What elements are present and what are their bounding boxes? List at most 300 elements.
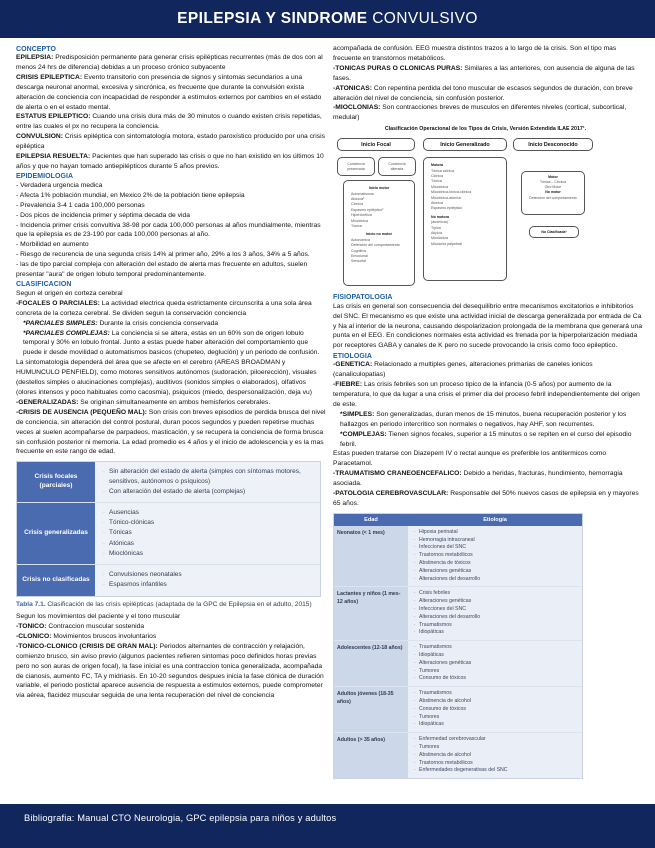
movimientos-item <box>16 622 327 632</box>
concepto-item-term: ESTATUS EPILEPTICO: <box>16 113 91 121</box>
etiologia-item-row <box>410 614 579 622</box>
bullet-icon: · <box>102 487 106 495</box>
etiologia-item-row <box>410 752 579 760</box>
bullet-icon: · <box>102 571 106 579</box>
etiologia-row-age: Adultos jóvenes (18-35 años) <box>334 687 408 732</box>
etiologia-more-list <box>333 469 644 509</box>
concepto-item-text: Predisposición permanente para generar crisis epilépticas recurrentes (más de dos con al menos 24 hrs de diferencia) debidas a un proceso crónico subyacente <box>16 54 323 71</box>
ilae-generalizado-lists <box>427 160 503 250</box>
dash-icon: - <box>413 698 416 705</box>
dash-icon: - <box>413 536 416 543</box>
ilae-focal-motor-item: Automatismos <box>351 191 374 196</box>
dash-icon: - <box>413 767 416 774</box>
etiologia-item-text: Relacionado a multiples genes, alteraciones primarias de caneles ionicos (canaliculopatias) <box>333 361 593 379</box>
clasificacion-item-text: La actividad electrica queda estrictamente circunscrita a una sola área concreta de la corteza cerebral. Se dividen segun la conservación conciencia <box>16 299 312 317</box>
etiologia-item-row <box>410 767 579 775</box>
table-row <box>334 587 582 641</box>
ilae-gen-nonmotor-items <box>431 220 499 247</box>
heading-etiologia: ETIOLOGIA <box>333 352 372 360</box>
page-title-bold: EPILEPSIA Y SINDROME <box>177 10 368 27</box>
ilae-focal-motor-item: Clónica <box>351 202 363 207</box>
epidemiologia-item: - Riesgo de recurencia de una segunda crisis 14% al primer año, 29% a los 3 años, 34% a 5 años. <box>16 251 310 259</box>
etiologia-item-term: *COMPLEJAS: <box>340 430 387 438</box>
ausencia-item <box>16 408 327 458</box>
table-cell-item <box>99 518 314 527</box>
concepto-item <box>16 73 327 113</box>
table-row-label: Crisis generalizadas <box>17 503 95 564</box>
dash-icon: - <box>413 528 416 535</box>
ilae-focal-motor-item: Mioclónica <box>351 218 368 223</box>
heading-fisiopatologia: FISIOPATOLOGIA <box>333 294 393 302</box>
etiologia-item-row <box>410 660 579 668</box>
dash-icon: - <box>413 629 416 636</box>
etiologia-item <box>333 489 644 509</box>
ausencia-item-term: -CRISIS DE AUSENCIA (PEQUEÑO MAL): <box>16 408 147 416</box>
clasificacion-item-term: *PARCIALES SIMPLES: <box>23 319 98 327</box>
table-cell-text: Convulsiones neonatales <box>109 571 182 579</box>
etiologia-col-edad: Edad <box>364 516 378 523</box>
concepto-item-text: Pacientes que han superado las crisis o que no han existido en los últimos 10 años y que no hayan tomado antiepilépticos durante 5 años previos. <box>16 153 324 170</box>
ilae-gen-motor-items <box>431 169 499 212</box>
concepto-item <box>16 152 327 172</box>
etiologia-item-term: *SIMPLES: <box>340 410 375 418</box>
table-cell-item <box>99 539 314 548</box>
dash-icon: - <box>413 644 416 651</box>
ilae-focal-motor-item: Atónica² <box>351 197 365 202</box>
etiologia-item-row <box>410 576 579 584</box>
dash-icon: - <box>413 751 416 758</box>
dash-icon: - <box>413 744 416 750</box>
epidemiologia-item: - Dos picos de incidencia primer y séptima decada de vida <box>16 211 190 219</box>
etiologia-item-row <box>410 698 579 706</box>
etiologia-item-row <box>410 606 579 614</box>
etiologia-item-text: Traumatismos <box>419 621 452 628</box>
ilae-gen-nonmotor-item: Atípica <box>431 230 442 235</box>
ilae-focal-nonmotor-item: Sensorial <box>351 259 366 264</box>
tabla-7-1 <box>16 461 321 596</box>
etiologia-item-text: Abstinencia de alcohol <box>419 751 471 758</box>
table-cell-text: Sin alteración del estado de alerta (simples con síntomas motores, sensitivos, autónomos o psíquicos) <box>109 468 301 485</box>
etiologia-row-items <box>408 641 582 686</box>
ilae-unk-motor-item: Otro Motor <box>544 185 562 190</box>
etiologia-item-term: -PATOLOGIA CEREBROVASCULAR: <box>333 490 449 498</box>
ilae-focal-lists <box>347 183 411 267</box>
epidemiologia-item: - Verdadera urgencia medica <box>16 181 103 189</box>
dash-icon: - <box>413 690 416 697</box>
etiologia-col-etiologia: Etiología <box>483 516 507 523</box>
etiologia-item-row <box>410 690 579 698</box>
etiologia-item-row <box>410 629 579 637</box>
ilae-focal-motor-item: Tónica <box>351 223 362 228</box>
tabla-7-1-caption <box>16 600 327 610</box>
etiologia-item-row <box>410 668 579 676</box>
etiologia-note: Estas pueden tratarse con Diazepem IV o rectal aunque es preferible los antitermicos como Paracetamol. <box>333 450 607 468</box>
dash-icon: - <box>413 759 416 766</box>
table-cell-item <box>99 528 314 537</box>
concepto-item-term: CRISIS EPILEPTICA: <box>16 73 83 81</box>
etiologia-row-items <box>408 733 582 778</box>
page-title <box>177 10 478 28</box>
etiologia-item-text: Alteraciones genéticas <box>419 659 472 666</box>
tipos-item-term: -TONICAS PURAS O CLONICAS PURAS: <box>333 64 463 72</box>
bullet-icon: · <box>102 581 106 589</box>
ilae-focal-nonmotor-item: Cognitiva <box>351 248 366 253</box>
bullet-icon: · <box>102 549 106 557</box>
ausencia-item-text: Son crisis con breves episodios de perdida brusca del nivel de conciencia, sin alteración del control postural, duran pocos segundos y pueden repetirse muchas veces al suelen acompañarse de parpadeos, masticación, y se recupera la conciencia de forma brusca sin confusión posterior ni memoria. La edad promedio es 4 años y el inicio de adolescencia y es la mas frecuente en este rango de edad. <box>16 408 326 456</box>
clasificacion-item-text: Durante la crisis conciencia conservada <box>97 319 219 327</box>
tipos-item-text: Con repentina perdida del tono muscular de escasos segundos de duración, con breve alteración del nivel de conciencia, sin confusión posterior. <box>333 84 633 102</box>
clasificacion-item <box>16 319 327 329</box>
bullet-icon: · <box>102 529 106 537</box>
table-row <box>334 641 582 687</box>
concepto-item <box>16 53 327 73</box>
etiologia-item-row <box>410 706 579 714</box>
etiologia-item-text: Tumores <box>419 667 440 674</box>
ilae-gen-motor-item: Atónica <box>431 200 443 205</box>
etiologia-item-text: Tumores <box>419 744 440 750</box>
etiologia-item-row <box>410 744 579 752</box>
etiologia-item <box>333 380 644 410</box>
concepto-item-term: EPILEPSIA: <box>16 54 54 61</box>
table-cell-text: Ausencias <box>109 509 139 516</box>
etiologia-item-row <box>410 675 579 683</box>
etiologia-item-row <box>410 714 579 722</box>
etiologia-item-text: Las crisis febriles son un proceso tipico de la infancia (0-5 años) por aumento de la temperatura, lo que da lugar a una crisis el primer dia del proceso febril independientemente del origen de este. <box>333 381 640 408</box>
ilae-focal-nonmotor-item: Emocional <box>351 253 368 258</box>
dash-icon: - <box>413 667 416 674</box>
ilae-gen-motor-head: Motora <box>431 163 443 168</box>
table-cell-item <box>99 580 314 589</box>
table-row <box>334 526 582 588</box>
table-row-label: Crisis focales (parciales) <box>17 462 95 502</box>
dash-icon: - <box>413 613 416 620</box>
etiologia-item <box>333 469 644 489</box>
dash-icon: - <box>413 598 416 605</box>
etiologia-table-header <box>334 514 582 526</box>
heading-epidemiologia: EPIDEMIOLOGIA <box>16 173 74 181</box>
clasificacion-item <box>16 299 327 319</box>
ilae-focal-motor-item: Espasmo epiléptico² <box>351 207 384 212</box>
bullet-icon: · <box>102 539 106 547</box>
ilae-gen-motor-item: Clónica <box>431 174 443 179</box>
etiologia-item-text: Alteraciones del desarrollo <box>419 613 481 620</box>
ilae-focal-nonmotor-head: Inicio no motor <box>366 232 392 237</box>
etiologia-table <box>333 513 583 779</box>
etiologia-item-row <box>410 537 579 545</box>
heading-concepto: CONCEPTO <box>16 45 56 53</box>
concepto-item <box>16 112 327 132</box>
etiologia-item-text: Idiopáticas <box>419 652 444 659</box>
generalizadas-item-text: Se originan simultaneamente en ambos hemisferios cerebrales. <box>78 398 271 406</box>
epidemiologia-item: - las de tipo parcial compleja con alteración del estado de alerta mas frecuente en adultos, suelen presentar "aura" de origen lobulo temporal predominantemente. <box>16 261 308 279</box>
etiologia-item-row <box>410 529 579 537</box>
concepto-item <box>16 132 327 152</box>
clasificacion-item-text: La conciencia si se altera, estas en un 60% son de origen lobulo temporal y 30% en lobulo frontal. Junto a estas puede haber alteración del comportamiento que puede ir desde movilidad o automatismos basicos (chupeteo, deglución) y un periodo de confusión. <box>23 329 320 357</box>
ilae-focal-nonmotor-item: Detención del comportamiento <box>351 243 400 248</box>
ilae-box-focal-details <box>343 180 415 286</box>
etiologia-item-term: -FIEBRE: <box>333 381 363 389</box>
generalizadas-item <box>16 398 327 408</box>
movimientos-item-term: -TONICO: <box>16 622 47 630</box>
ilae-unk-nonmotor-item: Detención del comportamiento <box>529 195 577 200</box>
etiologia-item-row <box>410 598 579 606</box>
etiologia-item-text: Traumatismos <box>419 644 452 651</box>
ilae-unk-nonmotor-items <box>525 196 581 201</box>
right-column <box>333 44 644 779</box>
ilae-gen-motor-item: Mioclónica <box>431 184 448 189</box>
etiologia-item <box>333 360 644 380</box>
etiologia-item-row <box>410 544 579 552</box>
etiologia-item-text: Alteraciones del desarrollo <box>419 575 481 582</box>
page-title-light: CONVULSIVO <box>372 10 478 27</box>
clasificacion-list <box>16 299 327 358</box>
table-row-cells <box>95 565 320 595</box>
etiologia-item-text: Hipoxia perinatal <box>419 528 458 535</box>
ilae-focal-motor-items <box>351 192 407 230</box>
clasificacion-item-term: -FOCALES O PARCIALES: <box>16 299 100 307</box>
etiologia-item <box>333 430 644 450</box>
dash-icon: - <box>413 544 416 551</box>
clasificacion-item-term: *PARCIALES COMPLEJAS: <box>23 329 110 337</box>
table-row-cells <box>95 503 320 564</box>
etiologia-item-row <box>410 652 579 660</box>
etiologia-row-age: Adultos (> 35 años) <box>334 733 408 778</box>
dash-icon: - <box>413 567 416 574</box>
ilae-box-inicio-focal: Inicio Focal <box>337 138 415 151</box>
ilae-diagram-title: Clasificación Operacional de los Tipos de Crisis, Versión Extendida ILAE 2017¹. <box>384 126 587 133</box>
table-cell-text: Tónico-clónicas <box>109 519 155 527</box>
ilae-gen-motor-item: Tónica <box>431 179 442 184</box>
etiologia-item-row <box>410 552 579 560</box>
table-cell-item <box>99 467 314 485</box>
movimientos-item-term: -TONICO-CLONICO (CRISIS DE GRAN MAL): <box>16 642 158 650</box>
ilae-box-generalizado-details <box>423 157 507 281</box>
movimientos-item-text: Movimientos bruscos involuntarios <box>51 632 157 640</box>
etiologia-item-text: Crisis febriles <box>419 590 451 597</box>
clasificacion-paragraph: La sintomatologia dependerá del área que se afecte en el cerebro (AREAS BROADMAN y HUMUNCULO PENFIELD), como motores sensitivos autónomos (sudoración, piloerección), visuales (destellos simples o alucinaciones complejas), auditivos (sonidos simples o elaborados), olfativos (olores intensos y poco habituales como cacosmia), psiquicos (miedo, despersonalización, deja vu) <box>16 359 317 396</box>
dash-icon: - <box>413 606 416 613</box>
concepto-item-text: Crisis epiléptica con sintomatología motora, estado paroxístico producido por una crisis epiléptica <box>16 133 326 151</box>
ilae-gen-nonmotor-head: No motora <box>431 214 449 219</box>
dash-icon: - <box>413 621 416 628</box>
heading-clasificacion: CLASIFICACION <box>16 281 72 289</box>
ilae-no-clasificada-label: No Clasificada³ <box>541 229 567 234</box>
concepto-item-text: Evento transitorio con presencia de signos y síntomas secundarios a una descarga neuronal anormal, excesiva y sincrónica, es frecuente que durante la convulsión exista alteración de conciencia con incapacidad de responder a estímulos externos por cambios en el estado de alerta o en el estado mental. <box>16 73 322 111</box>
etiologia-item-row <box>410 760 579 768</box>
etiologia-item-text: Alteraciones genéticas <box>419 567 472 574</box>
table-cell-item <box>99 508 314 517</box>
etiologia-item-text: Alteraciones genéticas <box>419 598 472 605</box>
dash-icon: - <box>413 560 416 567</box>
etiologia-item-text: Abstinencia de alcohol <box>419 698 471 705</box>
etiologia-item-text: Tumores <box>419 713 440 720</box>
epidemiologia-item: - Incidencia primer crisis convultiva 38-98 por cada 100,000 personas al años mundialmente, mientras que la epilepsia es de 23-190 por cada 100,000 personas al año. <box>16 221 321 239</box>
ilae-unk-lists <box>525 174 581 200</box>
dash-icon: - <box>413 736 416 743</box>
ilae-gen-nonmotor-item: (ausencia) <box>431 220 448 225</box>
etiologia-item-row <box>410 622 579 630</box>
dash-icon: - <box>413 721 416 728</box>
movimientos-intro: Segun los movimientos del paciente y el tono muscular <box>16 613 181 621</box>
etiologia-row-age: Neonatos (< 1 mes) <box>334 526 408 587</box>
tipos-item-text: Son contracciones breves de musculos en diferentes niveles (cortical, subcortical, medular) <box>333 104 627 122</box>
movimientos-item-text: Contraccion muscular sostenida <box>46 622 145 630</box>
etiologia-item-text: Infecciones del SNC <box>419 544 466 551</box>
ilae-box-inicio-desconocido: Inicio Desconocido <box>513 138 593 151</box>
dash-icon: - <box>413 713 416 720</box>
bullet-icon: · <box>102 509 106 516</box>
bibliography-text: Bibliografia: Manual CTO Neurologia, GPC epilepsia para niños y adultos <box>24 813 337 823</box>
etiologia-item-row <box>410 721 579 729</box>
epidemiologia-item: - Prevalencia 3-4 1 cada 100,000 personas <box>16 201 145 209</box>
tipos-item <box>333 64 644 84</box>
etiologia-item-text: Enfermedades degenerativas del SNC <box>419 767 508 774</box>
etiologia-item-row <box>410 560 579 568</box>
ilae-gen-motor-item: Mioclónica-atónica <box>431 195 461 200</box>
ilae-gen-motor-item: Espasmo epiléptico <box>431 206 463 211</box>
dash-icon: - <box>413 575 416 582</box>
ilae-unk-motor-item: Tónica – Clónica <box>539 180 567 185</box>
etiologia-row-items <box>408 687 582 732</box>
etiologia-table-rows <box>334 526 582 778</box>
fisiopatologia-text: Las crisis en general son consecuencia del desequilibrio entre mecanismos excitatorios e inhibitorios del SNC. El mecanismo es que existe una actividad inicial de descarga generalizada por entrada de Ca y Na al interior de la neurona, causando despolarizacion prolongada de la membrana que generará una punta en el EEG. En condiciones normales esta actividad es frenada por la hiperpolarización mediada por receptores GABA y canales de K pero no sucede provocando la crisis como foco epileptico. <box>333 302 643 350</box>
ausencia-item <box>16 408 327 458</box>
etiologia-item-text: Consumo de tóxicos <box>419 675 466 682</box>
etiologia-item-text: Son generalizadas, duran menos de 15 minutos, buena recuperación posterior y los hallazgos en periodo intercritico son normales o negativos, hay AHF, son recurrentes. <box>340 410 627 428</box>
bullet-icon: · <box>102 519 106 527</box>
concepto-item-text: Cuando una crisis dura más de 30 minutos o cuando existen crisis repetidas, entre las cuales el px no recupera la conciencia. <box>16 113 322 131</box>
etiologia-item-term: -GENETICA: <box>333 361 373 369</box>
table-cell-text: Atónicas <box>109 539 134 547</box>
etiologia-item-term: -TRAUMATISMO CRANEOENCEFALICO: <box>333 470 462 478</box>
etiologia-item-text: Trastornos metabólicos <box>419 759 473 766</box>
tipos-item <box>333 103 644 123</box>
etiologia-row-items <box>408 526 582 587</box>
ilae-box-conciencia-preservada <box>337 157 375 176</box>
etiologia-item-text: Abstinencia de tóxicos <box>419 560 471 567</box>
table-cell-text: Mioclónicas <box>109 549 143 557</box>
ilae-focal-nonmotor-items <box>351 238 407 265</box>
table-cell-text: Con alteración del estado de alerta (complejas) <box>109 487 246 495</box>
movimientos-item <box>16 642 327 701</box>
ilae-box-no-clasificada <box>529 226 579 238</box>
etiologia-item-row <box>410 736 579 744</box>
movimientos-item-term: -CLONICO: <box>16 632 52 640</box>
clasificacion-intro: Segun el origen en corteza cerebral <box>16 289 123 297</box>
dash-icon: - <box>413 659 416 666</box>
ilae-box-desconocido-details <box>521 171 585 215</box>
ilae-box-conciencia-alterada <box>378 157 416 176</box>
etiologia-row-age: Adolescentes (12-18 años) <box>334 641 408 686</box>
ilae-focal-motor-item: Hipercinética <box>351 213 372 218</box>
ilae-conciencia-alterada-label: Conciencia alterada <box>388 161 406 171</box>
etiologia-row-age: Lactantes y niños (1 mes-12 años) <box>334 587 408 640</box>
etiologia-list <box>333 360 644 449</box>
dash-icon: - <box>413 552 416 559</box>
ilae-conciencia-preservada-label: Conciencia preservada <box>347 161 365 171</box>
etiologia-item-text: Debido a heridas, fracturas, hundimiento, hemorragia asociada. <box>333 470 623 488</box>
ilae-unk-motor-head: Motor <box>548 175 558 180</box>
movimientos-item-text: Periodos alternantes de contracción y relajación, comienzo brusco, sin aviso previo (algunos pacientes refieren sintomas poco definidos horas previas pero no son auras de origen focal), la fase inicial es una contraccion tonica generalizada, acompañada de cianosis, aumento FC, TA y midriasis. En 10-20 segundos despues inicia la fase clónica de duración variable, el periodo postictal aparece ausencia de respuesta a estimulos externos, puede comprometer via aérea, flacidez muscular seguida de una lenta recuperación del nivel de conciencia <box>16 642 324 700</box>
etiologia-item-row <box>410 644 579 652</box>
generalizadas-item <box>16 398 327 408</box>
ilae-focal-nonmotor-item: Autonómica <box>351 237 370 242</box>
epidemiologia-item: - Morbilidad en aumento <box>16 241 89 249</box>
tipos-item <box>333 84 644 104</box>
ilae-box-inicio-generalizado: Inicio Generalizado <box>423 138 507 151</box>
table-cell-item <box>99 549 314 558</box>
ilae-gen-nonmotor-item: Mioclonia palpebral <box>431 241 462 246</box>
bullet-icon: · <box>102 468 106 476</box>
table-row <box>17 565 320 595</box>
etiologia-item-row <box>410 568 579 576</box>
etiologia-item-text: Infecciones del SNC <box>419 606 466 613</box>
movimientos-item <box>16 632 327 642</box>
epidemiologia-list <box>16 181 327 280</box>
etiologia-item <box>333 410 644 430</box>
etiologia-item-text: Traumatismos <box>419 690 452 697</box>
table-row <box>334 687 582 733</box>
movimientos-list <box>16 622 327 701</box>
epidemiologia-item: - Afecta 1% población mundial, en Mexico 2% de la población tiene epilepsia <box>16 191 245 199</box>
etiologia-item-row <box>410 590 579 598</box>
tipos-item-text: Similares a las anteriores, con ausencia de alguna de las fases. <box>333 64 635 82</box>
clasificacion-item <box>16 329 327 359</box>
tabla-7-1-caption-text: Clasificación de las crisis epilépticas (adaptada de la GPC de Epilepsia en el adulto, 2015) <box>45 600 312 608</box>
tabla-7-1-rows <box>17 462 320 595</box>
etiologia-item-text: Trastornos metabólicos <box>419 552 473 559</box>
tipos-item-term: -ATONICAS: <box>333 84 372 92</box>
continuation-paragraph: acompañada de confusión. EEG muestra distintos trazos a lo largo de la crisis. Son el tipo mas frecuente en transtornos metabólicos. <box>333 45 617 62</box>
etiologia-row-items <box>408 587 582 640</box>
etiologia-item-text: Hemorragia intracraneal <box>419 536 475 543</box>
table-cell-text: Tónicas <box>109 529 132 537</box>
etiologia-item-text: Enfermedad cerebrovascular <box>419 736 486 743</box>
concepto-item-term: CONVULSION: <box>16 133 64 141</box>
etiologia-item-text: Idiopáticas <box>419 629 444 636</box>
left-column <box>16 44 327 701</box>
tipos-list <box>333 64 644 123</box>
dash-icon: - <box>413 705 416 712</box>
table-row-label: Crisis no clasificadas <box>17 565 95 595</box>
ilae-gen-motor-item: Tónica clónica <box>431 168 454 173</box>
concepto-list <box>16 53 327 172</box>
ilae-unk-nonmotor-head: No motor <box>545 190 561 195</box>
etiologia-item-text: Idiopáticas <box>419 721 444 728</box>
generalizadas-item-term: -GENERALIZADAS: <box>16 398 79 406</box>
etiologia-item-text: Tienen signos focales, superior a 15 minutos o se repiten en el curso del episodio febril. <box>340 430 632 448</box>
ilae-gen-nonmotor-item: Típica <box>431 225 441 230</box>
table-row <box>334 733 582 778</box>
dash-icon: - <box>413 675 416 682</box>
dash-icon: - <box>413 652 416 659</box>
ilae-unk-motor-items <box>525 180 581 190</box>
ilae-gen-nonmotor-item: Mioclónica <box>431 236 448 241</box>
table-cell-item <box>99 487 314 496</box>
table-cell-item <box>99 570 314 579</box>
table-row <box>17 503 320 565</box>
table-row <box>17 462 320 503</box>
table-row-cells <box>95 462 320 502</box>
dash-icon: - <box>413 590 416 597</box>
table-cell-text: Espasmos infantiles <box>109 581 167 589</box>
concepto-item-term: EPILEPSIA RESUELTA: <box>16 153 91 161</box>
page-footer <box>0 804 655 848</box>
tipos-item-term: -MIOCLONIAS: <box>333 104 381 112</box>
ilae-classification-diagram <box>333 126 638 292</box>
tabla-7-1-caption-label: Tabla 7.1. <box>16 600 46 608</box>
etiologia-item-text: Consumo de tóxicos <box>419 705 466 712</box>
